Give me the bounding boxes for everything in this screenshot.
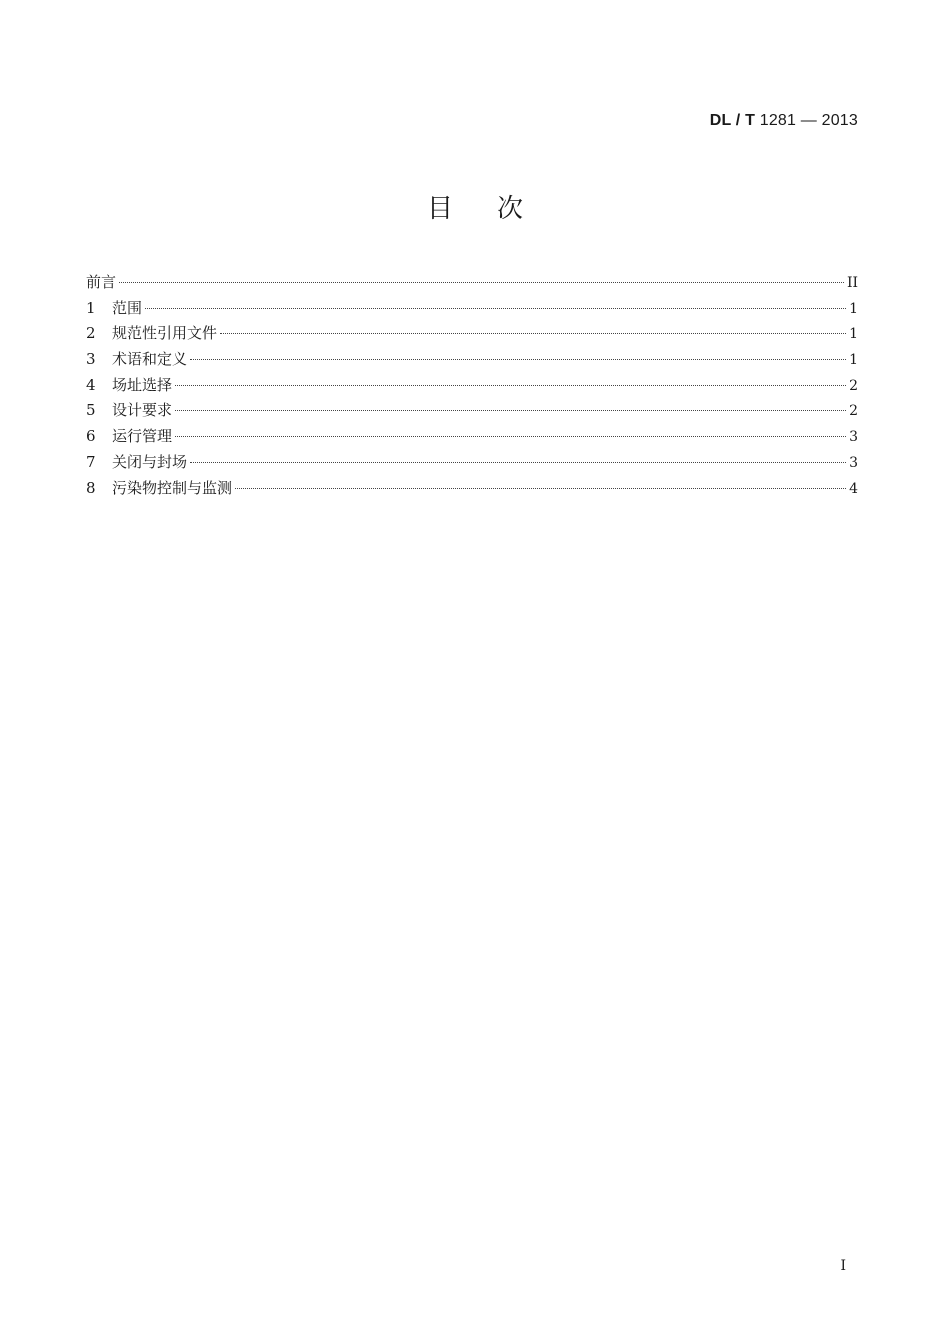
toc-entry-number: 3 [86,350,96,369]
toc-entry-label: 前言 [86,273,117,291]
toc-entry[interactable] [86,321,858,347]
toc-entry-page: 2 [849,403,858,420]
page-number: I [840,1258,846,1274]
toc-entry-page: 3 [849,429,858,446]
toc-leader-dots [175,385,846,386]
toc-entry-number: 8 [86,478,96,497]
standard-code: DL / T [709,112,756,129]
toc-entry-label: 规范性引用文件 [112,324,218,343]
toc-entry-label: 术语和定义 [112,350,188,369]
toc-entry-label: 设计要求 [112,401,173,420]
toc-entry-number: 5 [86,401,96,420]
toc-leader-dots [190,359,846,360]
toc-entry-page: 4 [849,480,858,497]
toc-leader-dots [190,462,846,463]
toc-entry-label: 运行管理 [112,427,173,446]
toc-entry-page: 1 [849,326,858,343]
toc-entry-page: 3 [849,454,858,471]
toc-entry[interactable] [86,373,858,399]
toc-entry[interactable] [86,398,858,424]
toc-leader-dots [175,436,846,437]
toc-entry[interactable] [86,424,858,450]
toc-entry-page: 1 [849,352,858,369]
toc-entry-number: 1 [86,298,96,317]
toc-leader-dots [145,308,846,309]
toc-entry-label: 关闭与封场 [112,452,188,471]
toc-entry[interactable] [86,450,858,476]
toc-leader-dots [175,410,846,411]
toc-entry[interactable] [86,476,858,502]
toc-leader-dots [235,488,846,489]
table-of-contents [86,270,858,501]
standard-number: 1281 — 2013 [759,112,858,129]
toc-entry[interactable] [86,347,858,373]
toc-entry-number: 4 [86,375,96,394]
toc-entry-label: 污染物控制与监测 [112,478,233,497]
toc-leader-dots [220,333,846,334]
toc-entry-page: 1 [849,300,858,317]
toc-leader-dots [119,282,844,283]
toc-entry-label: 场址选择 [112,375,173,394]
standard-header [710,112,858,130]
toc-entry-page: II [846,275,858,291]
toc-entry-label: 范围 [112,298,143,317]
toc-entry[interactable] [86,296,858,322]
toc-entry-foreword[interactable] [86,270,858,296]
toc-entry-number: 2 [86,324,96,343]
toc-entry-page: 2 [849,377,858,394]
toc-entry-number: 7 [86,452,96,471]
toc-entry-number: 6 [86,427,96,446]
toc-title: 目次 [426,194,567,224]
